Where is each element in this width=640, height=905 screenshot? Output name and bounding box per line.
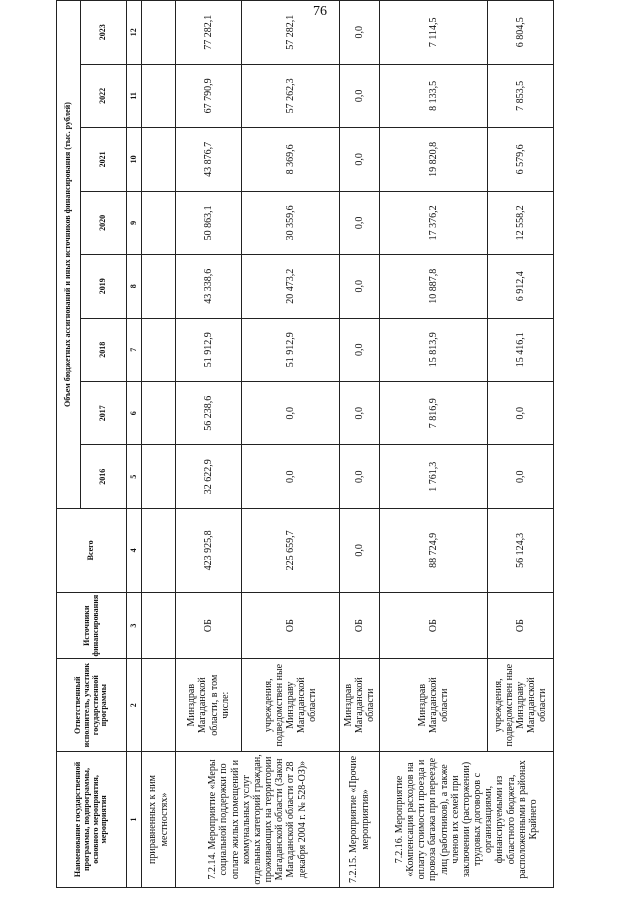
column-number: 8 — [127, 255, 142, 318]
header-year: 2023 — [81, 1, 127, 65]
value-cell: 0,0 — [340, 318, 380, 381]
column-number: 7 — [127, 318, 142, 381]
value-cell: 6 579,6 — [488, 128, 554, 191]
responsible-cell — [142, 659, 176, 751]
value-cell: 0,0 — [488, 382, 554, 445]
total-cell: 423 925,8 — [176, 508, 242, 592]
measure-name: 7.2.15. Мероприятие «Прочие мероприятия» — [340, 751, 380, 887]
value-cell: 0,0 — [340, 191, 380, 254]
financing-table — [56, 0, 554, 888]
value-cell: 7 114,5 — [380, 1, 488, 65]
value-cell: 43 338,6 — [176, 255, 242, 318]
value-cell: 30 359,6 — [242, 191, 340, 254]
value-cell: 20 473,2 — [242, 255, 340, 318]
value-cell — [142, 318, 176, 381]
responsible-cell: Минздрав Магаданской области, в том числе: — [176, 659, 242, 751]
value-cell — [142, 128, 176, 191]
column-number: 3 — [127, 592, 142, 659]
responsible-cell: учреждения, подведомствен ные Минздраву Магаданской области — [488, 659, 554, 751]
column-number: 2 — [127, 659, 142, 751]
total-cell: 56 124,3 — [488, 508, 554, 592]
page-number: 76 — [313, 4, 327, 19]
total-cell — [142, 508, 176, 592]
table-row — [380, 1, 488, 888]
value-cell: 0,0 — [340, 382, 380, 445]
column-number: 6 — [127, 382, 142, 445]
value-cell — [142, 445, 176, 508]
value-cell: 43 876,7 — [176, 128, 242, 191]
total-cell: 0,0 — [340, 508, 380, 592]
header-year: 2016 — [81, 445, 127, 508]
header-year: 2022 — [81, 64, 127, 127]
value-cell: 0,0 — [488, 445, 554, 508]
value-cell — [142, 255, 176, 318]
column-number: 10 — [127, 128, 142, 191]
header-year: 2019 — [81, 255, 127, 318]
source-cell — [142, 592, 176, 659]
value-cell: 57 262,3 — [242, 64, 340, 127]
source-cell: ОБ — [488, 592, 554, 659]
column-number: 1 — [127, 751, 142, 887]
value-cell — [142, 382, 176, 445]
value-cell: 15 813,9 — [380, 318, 488, 381]
column-number: 12 — [127, 1, 142, 65]
total-cell: 225 659,7 — [242, 508, 340, 592]
column-number: 11 — [127, 64, 142, 127]
value-cell: 32 622,9 — [176, 445, 242, 508]
measure-name: приравненных к ним местностях» — [142, 751, 176, 887]
value-cell: 19 820,8 — [380, 128, 488, 191]
header-year: 2020 — [81, 191, 127, 254]
value-cell: 1 761,3 — [380, 445, 488, 508]
value-cell: 7 816,9 — [380, 382, 488, 445]
column-number: 9 — [127, 191, 142, 254]
total-cell: 88 724,9 — [380, 508, 488, 592]
value-cell: 8 133,5 — [380, 64, 488, 127]
value-cell: 12 558,2 — [488, 191, 554, 254]
value-cell: 77 282,1 — [176, 1, 242, 65]
value-cell — [142, 1, 176, 65]
measure-name: 7.2.16. Мероприятие «Компенсация расходов на оплату стоимости проезда и провоза багажа при переезде лиц (работников), а также членов их семей при заключении (расторжении) трудовых договоров с организациями, финансируемыми из областного бюджета, расположенными в районах Крайнего — [380, 751, 554, 887]
column-number: 5 — [127, 445, 142, 508]
header-year: 2017 — [81, 382, 127, 445]
value-cell: 0,0 — [340, 255, 380, 318]
table-row — [340, 1, 380, 888]
value-cell: 51 912,9 — [242, 318, 340, 381]
source-cell: ОБ — [176, 592, 242, 659]
header-total: Всего — [57, 508, 127, 592]
source-cell: ОБ — [380, 592, 488, 659]
header-group-title: Объем бюджетных ассигнований и иных источников финансирования (тыс. рублей) — [57, 1, 81, 509]
responsible-cell: Минздрав Магаданской области — [340, 659, 380, 751]
header-source: Источники финансирования — [57, 592, 127, 659]
header-year: 2021 — [81, 128, 127, 191]
value-cell: 15 416,1 — [488, 318, 554, 381]
value-cell: 10 887,8 — [380, 255, 488, 318]
value-cell: 6 804,5 — [488, 1, 554, 65]
value-cell: 0,0 — [340, 445, 380, 508]
value-cell: 57 282,1 — [242, 1, 340, 65]
table-row — [142, 1, 176, 888]
value-cell: 0,0 — [340, 128, 380, 191]
value-cell — [142, 191, 176, 254]
value-cell: 51 912,9 — [176, 318, 242, 381]
value-cell: 0,0 — [340, 1, 380, 65]
column-number: 4 — [127, 508, 142, 592]
value-cell: 56 238,6 — [176, 382, 242, 445]
value-cell: 0,0 — [242, 445, 340, 508]
value-cell: 6 912,4 — [488, 255, 554, 318]
table-row — [176, 1, 242, 888]
value-cell: 67 790,9 — [176, 64, 242, 127]
value-cell: 7 853,5 — [488, 64, 554, 127]
column-number-row — [127, 1, 142, 888]
value-cell: 8 369,6 — [242, 128, 340, 191]
value-cell: 0,0 — [340, 64, 380, 127]
value-cell — [142, 64, 176, 127]
responsible-cell: Минздрав Магаданской области — [380, 659, 488, 751]
rotated-page — [52, 0, 640, 900]
value-cell: 0,0 — [242, 382, 340, 445]
header-responsible: Ответственный исполнитель, участник государственной программы — [57, 659, 127, 751]
responsible-cell: учреждения, подведомствен ные Минздраву Магаданской области — [242, 659, 340, 751]
source-cell: ОБ — [242, 592, 340, 659]
header-name: Наименование государственной программы, подпрограммы, основного мероприятия, мероприятия — [57, 751, 127, 887]
measure-name: 7.2.14. Мероприятие «Меры социальной поддержки по оплате жилых помещений и коммунальных услуг отдельных категорий граждан, проживающих на территории Магаданской области (Закон Магаданской области от 28 декабря 2004 г. № 528-ОЗ)» — [176, 751, 340, 887]
source-cell: ОБ — [340, 592, 380, 659]
value-cell: 50 863,1 — [176, 191, 242, 254]
value-cell: 17 376,2 — [380, 191, 488, 254]
header-year: 2018 — [81, 318, 127, 381]
